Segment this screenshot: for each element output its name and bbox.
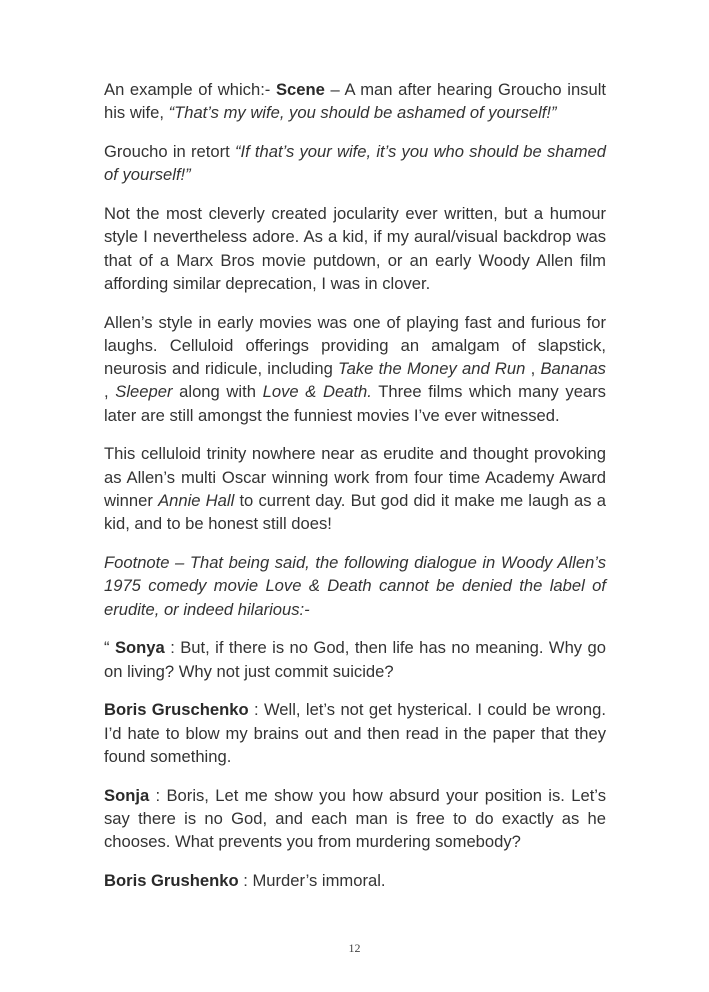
film-title-take-the-money: Take the Money and Run xyxy=(338,359,526,379)
dialogue-speaker: Boris Gruschenko xyxy=(104,700,249,720)
film-title-love-and-death: Love & Death. xyxy=(262,382,372,402)
dialogue-line xyxy=(104,784,606,854)
early-movies-text-4: along with xyxy=(172,382,263,402)
scene-quote: “That’s my wife, you should be ashamed of yourself!” xyxy=(168,103,557,123)
early-movies-text-2: , xyxy=(525,359,541,379)
paragraph-retort xyxy=(104,140,606,187)
dialogue-text: : Boris, Let me show you how absurd your position is. Let’s say there is no God, and each man is free to do exactly as he chooses. What prevents you from murdering somebody? xyxy=(104,785,606,852)
trinity-text-1: This celluloid trinity nowhere near as erudite and thought provoking as Allen’s multi Oscar winning work from four time Academy Award winner xyxy=(104,444,606,511)
dialogue-text: : Murder’s immoral. xyxy=(238,870,386,890)
page-body xyxy=(104,78,606,892)
scene-label: Scene xyxy=(275,80,325,99)
paragraph-celluloid-trinity xyxy=(104,442,606,535)
early-movies-text-5: Three films which many years later are still amongst the funniest movies I’ve ever witnessed. xyxy=(104,382,606,425)
dialogue-speaker: Sonja xyxy=(104,785,150,805)
dialogue-line xyxy=(104,636,606,683)
dialogue-text: : Well, let’s not get hysterical. I could be wrong. I’d hate to blow my brains out and then read in the paper that they found something. xyxy=(104,700,606,766)
page-number: 12 xyxy=(348,941,361,955)
film-title-annie-hall: Annie Hall xyxy=(158,491,235,511)
dialogue-speaker: Boris Grushenko xyxy=(104,870,239,890)
paragraph-footnote xyxy=(104,551,606,621)
paragraph-early-movies xyxy=(104,311,606,427)
dialogue-speaker: Sonya xyxy=(114,638,165,658)
early-movies-text-1: Allen’s style in early movies was one of playing fast and furious for laughs. Celluloid offerings providing an amalgam of slapstick, neurosis and ridicule, including xyxy=(104,312,606,379)
retort-lead: Groucho in retort xyxy=(104,141,235,161)
scene-lead: An example of which:- xyxy=(104,80,276,99)
film-title-bananas: Bananas xyxy=(540,359,606,379)
scene-text: – A man after hearing Groucho insult his wife, xyxy=(104,80,606,123)
paragraph-jocularity: Not the most cleverly created jocularity ever written, but a humour style I nevertheless adore. As a kid, if my aural/visual backdrop was that of a Marx Bros movie putdown, or an early Woody Allen film affording similar deprecation, I was in clover. xyxy=(104,203,606,293)
film-title-sleeper: Sleeper xyxy=(115,382,173,402)
dialogue-prefix: “ xyxy=(104,638,115,658)
early-movies-text-3: , xyxy=(104,382,116,402)
trinity-text-2: to current day. But god did it make me laugh as a kid, and to be honest still does! xyxy=(104,491,606,534)
paragraph-scene xyxy=(104,78,606,125)
dialogue-text: : But, if there is no God, then life has no meaning. Why go on living? Why not just commit suicide? xyxy=(104,638,606,681)
footnote-text: Footnote – That being said, the following dialogue in Woody Allen’s 1975 comedy movie Love & Death cannot be denied the label of erudite, or indeed hilarious:- xyxy=(104,553,606,619)
dialogue-line xyxy=(104,869,606,892)
retort-quote: “If that’s your wife, it’s you who should be shamed of yourself!” xyxy=(104,141,606,185)
dialogue-line xyxy=(104,698,606,768)
